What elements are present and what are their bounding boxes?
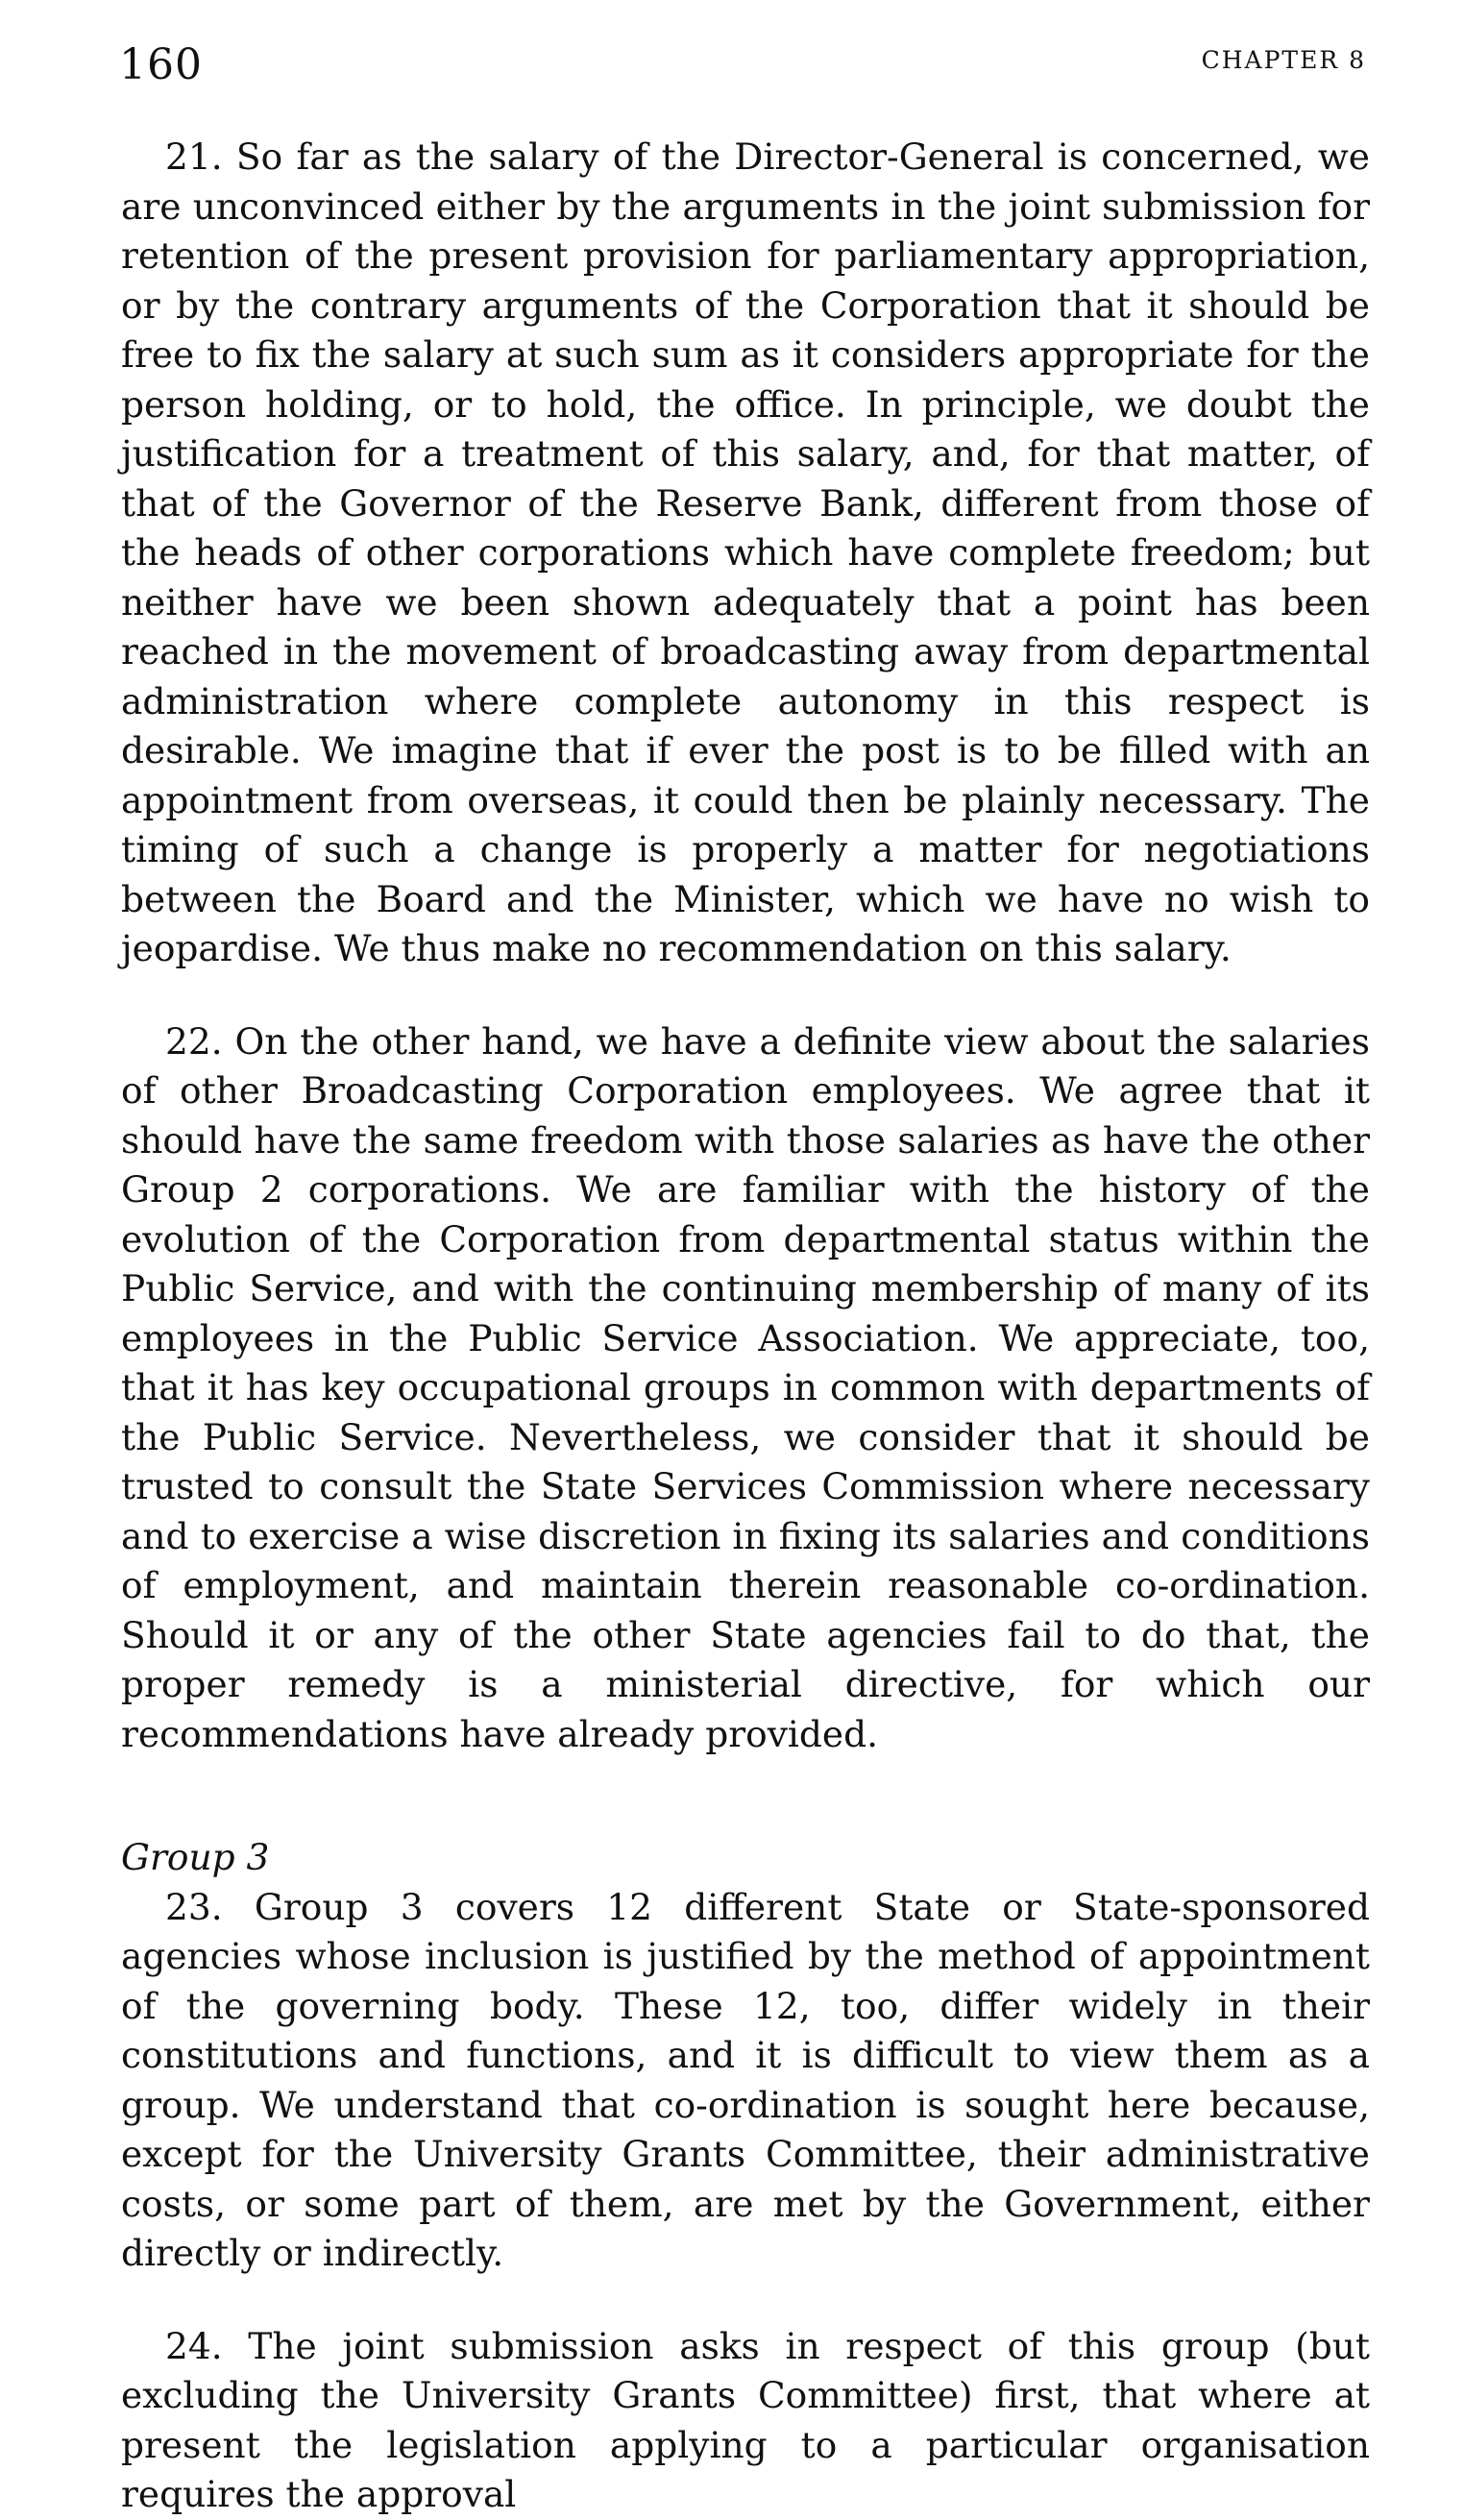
paragraph-24: 24. The joint submission asks in respect of this group (but excluding the University Grants Committee) first, that where at present the legislation applying to a particular organisation requires the approval <box>121 2324 1370 2515</box>
paragraph-22: 22. On the other hand, we have a definite view about the salaries of other Broadcasting Corporation employees. We agree that it should have the same freedom with those salaries as have the other Group 2 corporations. We are familiar with the history of the evolution of the Corporation from departmental status within the Public Service, and with the continuing membership of many of its employees in the Public Service Association. We appreciate, too, that it has key occupational groups in common with departments of the Public Service. Nevertheless, we consider that it should be trusted to consult the State Services Commission where necessary and to exercise a wise discretion in fixing its salaries and conditions of employment, and maintain therein reasonable co-ordination. Should it or any of the other State agencies fail to do that, the proper remedy is a ministerial directive, for which our recommendations have already provided. <box>121 1019 1370 1755</box>
body-text <box>121 133 1370 2520</box>
paragraph-21: 21. So far as the salary of the Director-General is concerned, we are unconvinced either by the arguments in the joint submission for retention of the present provision for parliamentary appropriation, or by the contrary arguments of the Corporation that it should be free to fix the salary at such sum as it considers appropriate for the person holding, or to hold, the office. In principle, we doubt the justification for a treatment of this salary, and, for that matter, of that of the Governor of the Reserve Bank, different from those of the heads of other corporations which have complete freedom; but neither have we been shown adequately that a point has been reached in the movement of broadcasting away from departmental administration where complete autonomy in this respect is desirable. We imagine that if ever the post is to be filled with an appointment from overseas, it could then be plainly necessary. The timing of such a change is properly a matter for negotiations between the Board and the Minister, which we have no wish to jeopardise. We thus make no recommendation on this salary. <box>121 135 1370 969</box>
page-number: 160 <box>119 40 203 89</box>
section-heading-group-3: Group 3 <box>121 1836 270 1878</box>
paragraph-23: 23. Group 3 covers 12 different State or State-sponsored agencies whose inclusion is justified by the method of appointment of the governing body. These 12, too, differ widely in their constitutions and functions, and it is difficult to view them as a group. We understand that co-ordination is sought here because, except for the University Grants Committee, their administrative costs, or some part of them, are met by the Government, either directly or indirectly. <box>121 1885 1370 2274</box>
running-head: CHAPTER 8 <box>1201 46 1366 74</box>
